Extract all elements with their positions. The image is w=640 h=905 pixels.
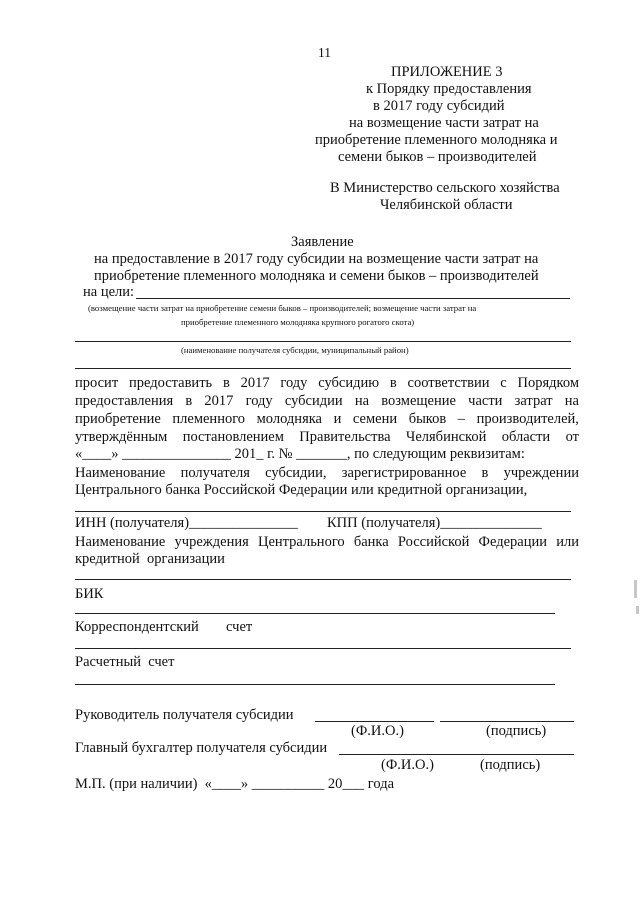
signature-caption: (подпись) <box>480 757 541 773</box>
kpp-field[interactable]: КПП (получателя)______________ <box>327 515 542 531</box>
bank-name-field[interactable] <box>75 579 571 580</box>
recipient-field-line[interactable] <box>75 368 571 369</box>
recipient-name-field[interactable] <box>75 511 571 512</box>
recipient-field[interactable] <box>75 341 571 342</box>
heading-line: приобретение племенного молодняка и семени быков – производителей <box>94 268 539 284</box>
body-line: просит предоставить в 2017 году субсидию в соответствии с Порядком <box>75 375 579 391</box>
addressee-line: В Министерство сельского хозяйства <box>330 180 560 196</box>
head-label: Руководитель получателя субсидии <box>75 707 294 723</box>
corr-account-label: Корреспондентский <box>75 619 199 635</box>
scan-mark <box>634 580 637 598</box>
bik-label: БИК <box>75 586 104 602</box>
bank-name-line: кредитной организации <box>75 551 225 567</box>
page-number: 11 <box>318 45 331 60</box>
appendix-title: ПРИЛОЖЕНИЕ 3 <box>391 64 503 80</box>
body-line: приобретение племенного молодняка и семени быков – производителей, <box>75 411 579 427</box>
purpose-label: на цели: <box>83 284 135 300</box>
scan-mark <box>636 606 639 614</box>
stamp-date-line[interactable]: М.П. (при наличии) «____» __________ 20___ года <box>75 776 395 792</box>
body-line: предоставления в 2017 году субсидии на возмещение части затрат на <box>75 393 579 409</box>
head-signature-field[interactable] <box>440 721 574 722</box>
addressee-line: Челябинской области <box>380 197 513 213</box>
head-fio-field[interactable] <box>315 721 434 722</box>
appendix-line: семени быков – производителей <box>338 149 537 165</box>
purpose-hint: приобретение племенного молодняка крупного рогатого скота) <box>181 317 415 327</box>
appendix-line: на возмещение части затрат на <box>349 115 539 131</box>
body-line: утверждённым постановлением Правительства Челябинской области от <box>75 429 579 445</box>
bank-name-line: Наименование учреждения Центрального банка Российской Федерации или <box>75 534 579 550</box>
recipient-hint: (наименование получателя субсидии, муниципальный район) <box>181 345 409 355</box>
purpose-hint: (возмещение части затрат на приобретение семени быков – производителей; возмещение части затрат на <box>88 303 477 313</box>
accountant-label: Главный бухгалтер получателя субсидии <box>75 740 328 756</box>
date-number-line[interactable]: «____» _______________ 201_ г. № _______, по следующим реквизитам: <box>75 446 525 462</box>
bik-field[interactable] <box>75 613 555 614</box>
heading-line: на предоставление в 2017 году субсидии на возмещение части затрат на <box>94 251 539 267</box>
appendix-line: в 2017 году субсидий <box>373 98 505 114</box>
corr-account-label-2: счет <box>226 619 253 635</box>
inn-field[interactable]: ИНН (получателя)_______________ <box>75 515 298 531</box>
fio-caption: (Ф.И.О.) <box>381 757 434 773</box>
settlement-account-field[interactable] <box>75 684 555 685</box>
corr-account-field[interactable] <box>75 648 571 649</box>
signature-caption: (подпись) <box>486 723 547 739</box>
settlement-account-label: Расчетный счет <box>75 654 175 670</box>
appendix-line: приобретение племенного молодняка и <box>315 132 558 148</box>
document-title: Заявление <box>291 234 354 250</box>
body-line: Наименование получателя субсидии, зарегистрированное в учреждении <box>75 465 579 481</box>
fio-caption: (Ф.И.О.) <box>351 723 404 739</box>
accountant-field[interactable] <box>339 754 574 755</box>
purpose-field[interactable] <box>136 298 570 299</box>
body-line: Центрального банка Российской Федерации или кредитной организации, <box>75 482 528 498</box>
appendix-line: к Порядку предоставления <box>366 81 532 97</box>
